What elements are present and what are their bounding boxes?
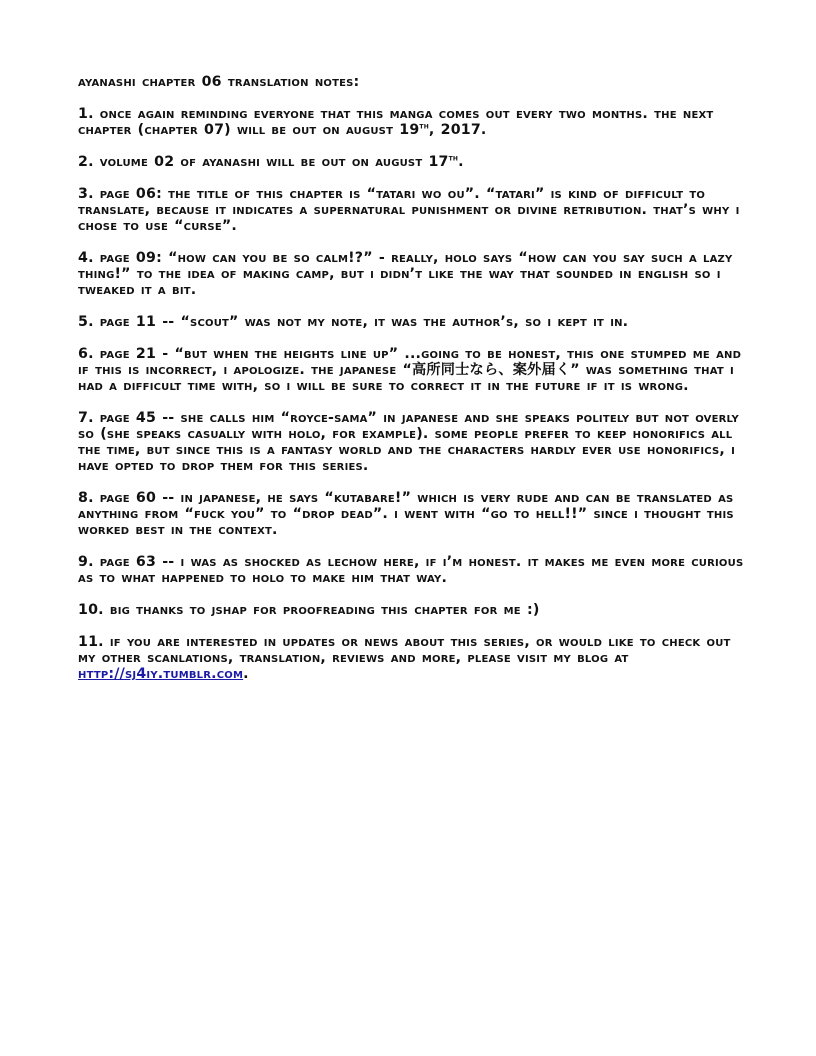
note-2-tail: . — [458, 154, 464, 170]
note-5: 5. page 11 -- “scout” was not my note, it was the author’s, so i kept it in. — [78, 314, 629, 330]
note-2-text: 2. volume 02 of ayanashi will be out on august 17 — [78, 154, 449, 170]
note-7: 7. page 45 -- she calls him “royce-sama” in japanese and she speaks politely but not overly so (she speaks casually with holo, for example). some people prefer to keep honorifics all the time, but since this is a fantasy world and the characters hardly ever use honorifics, i have opted to drop them for this series. — [78, 410, 739, 474]
note-1 — [78, 106, 746, 138]
page-title: ayanashi chapter 06 translation notes: — [78, 74, 360, 90]
translation-notes-page — [78, 74, 746, 698]
note-10: 10. big thanks to jshap for proofreading this chapter for me :) — [78, 602, 540, 618]
note-11 — [78, 634, 746, 682]
note-6: 6. page 21 - “but when the heights line up” ...going to be honest, this one stumped me and if this is incorrect, i apologize. the japanese “高所同士なら、案外届く” was something that i had a difficult time with, so i will be sure to correct it in the future if it is wrong. — [78, 346, 742, 394]
blog-link[interactable]: http://sj4iy.tumblr.com — [78, 666, 244, 682]
note-8: 8. page 60 -- in japanese, he says “kutabare!” which is very rude and can be translated as anything from “fuck you” to “drop dead”. i went with “go to hell!!” since i thought this worked best in the context. — [78, 490, 734, 538]
note-3: 3. page 06: the title of this chapter is “tatari wo ou”. “tatari” is kind of difficult to translate, because it indicates a supernatural punishment or divine retribution. that’s why i chose to use “curse”. — [78, 186, 740, 234]
note-11-tail: . — [243, 666, 249, 682]
note-1-tail: , 2017. — [428, 122, 487, 138]
note-2-superscript: th — [448, 153, 459, 163]
note-4: 4. page 09: “how can you be so calm!?” - really, holo says “how can you say such a lazy thing!” to the idea of making camp, but i didn’t like the way that sounded in english so i tweaked it a bit. — [78, 250, 733, 298]
note-1-superscript: th — [419, 121, 429, 131]
note-2 — [78, 154, 746, 170]
note-11-text: 11. if you are interested in updates or news about this series, or would like to check out my other scanlations, translation, reviews and more, please visit my blog at — [78, 634, 731, 666]
note-1-text: 1. once again reminding everyone that this manga comes out every two months. the next chapter (chapter 07) will be out on august 19 — [78, 106, 714, 138]
note-9: 9. page 63 -- i was as shocked as lechow here, if i’m honest. it makes me even more curious as to what happened to holo to make him that way. — [78, 554, 744, 586]
